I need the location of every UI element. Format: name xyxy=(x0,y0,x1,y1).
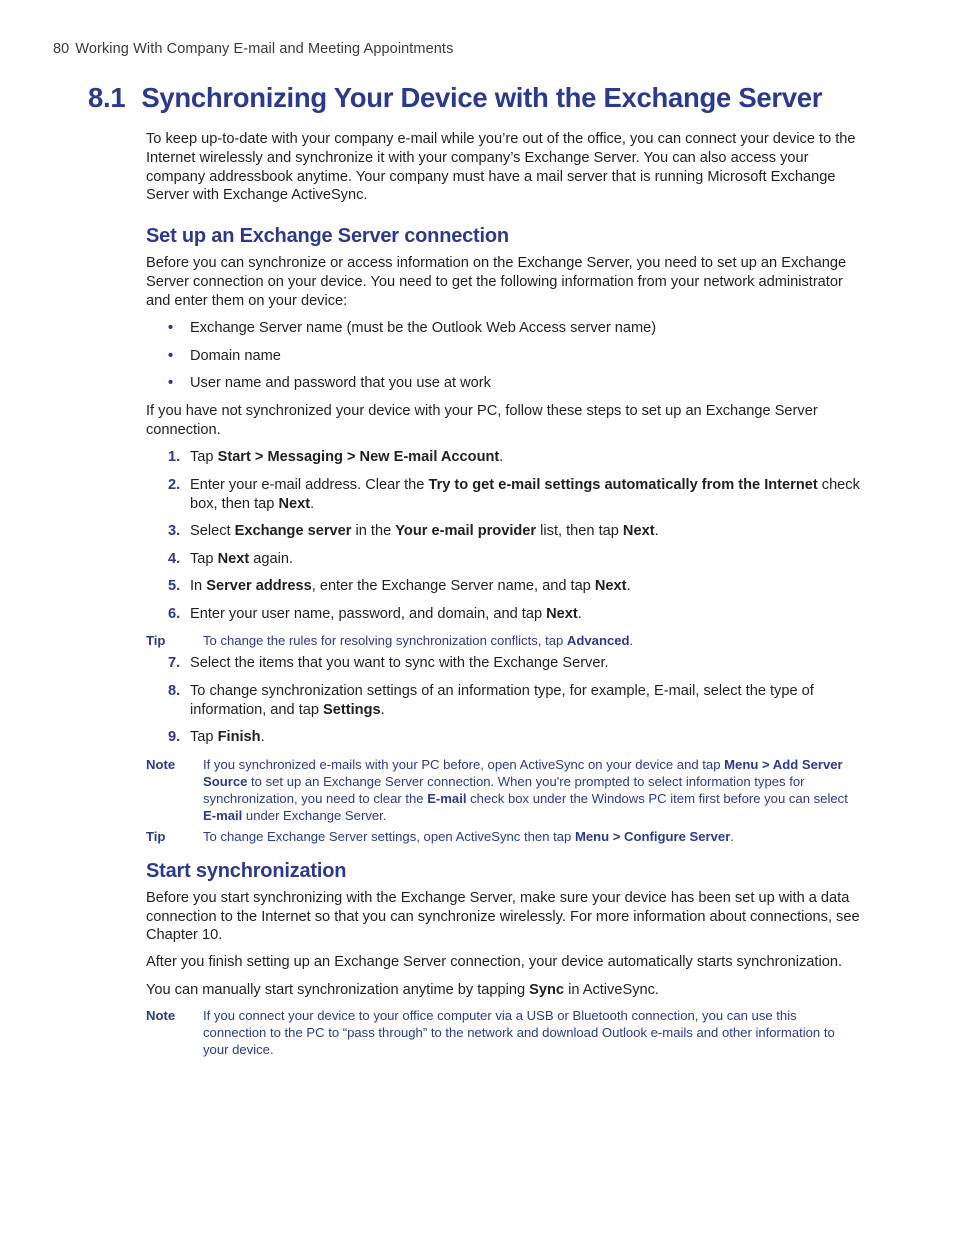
chapter-number: 8.1 xyxy=(88,82,126,113)
note-label: Note xyxy=(146,757,176,772)
step-4: 4. Tap Next again. xyxy=(168,550,294,567)
required-info-list xyxy=(146,319,860,393)
section-heading-start-sync: Start synchronization xyxy=(146,860,347,882)
step-8: 8. To change synchronization settings of an information type, for example, E-mail, select the type of information, and tap Settings. xyxy=(168,682,814,718)
step-9: 9. Tap Finish. xyxy=(168,729,265,746)
chapter-title-text: Synchronizing Your Device with the Exchange Server xyxy=(141,82,823,113)
step-1: 1. Tap Start > Messaging > New E-mail Account. xyxy=(168,449,504,466)
start-paragraph-1: Before you start synchronizing with the Exchange Server, make sure your device has been set up with a data connection to the Internet so that you can synchronize wirelessly. For more information about connections, see Chapter 10. xyxy=(146,889,860,944)
bullet-icon: • xyxy=(168,347,174,364)
bullet-icon: • xyxy=(168,375,174,392)
intro-paragraph: To keep up-to-date with your company e-mail while you’re out of the office, you can connect your device to the Internet wirelessly and synchronize it with your company’s Exchange Server. You can also access your company addressbook anytime. Your company must have a mail server that is running Microsoft Exchange Server with Exchange ActiveSync. xyxy=(146,131,856,204)
running-title: Working With Company E-mail and Meeting Appointments xyxy=(75,41,454,57)
page-number: 80 xyxy=(53,41,70,57)
list-item: • Domain name xyxy=(168,347,281,364)
note-label: Note xyxy=(146,1007,176,1023)
tip-callout-configure-server: Tip To change Exchange Server settings, open ActiveSync then tap Menu > Configure Server. xyxy=(146,829,734,844)
chapter-title xyxy=(88,82,822,114)
step-7: 7. Select the items that you want to sync with the Exchange Server. xyxy=(168,655,609,672)
step-6: 6. Enter your user name, password, and domain, and tap Next. xyxy=(168,605,582,622)
steps-intro-paragraph: If you have not synchronized your device with your PC, follow these steps to set up an Exchange Server connection. xyxy=(146,403,818,438)
list-item: • User name and password that you use at work xyxy=(168,375,491,392)
start-paragraph-2: After you finish setting up an Exchange Server connection, your device automatically starts synchronization. xyxy=(146,954,843,971)
tip-callout-advanced: Tip To change the rules for resolving synchronization conflicts, tap Advanced. xyxy=(146,633,634,649)
setup-steps-list-continued xyxy=(146,654,860,747)
step-2: 2. Enter your e-mail address. Clear the Try to get e-mail settings automatically from the Internet check box, then tap Next. xyxy=(168,476,860,512)
bullet-icon: • xyxy=(168,320,174,337)
setup-steps-list xyxy=(146,448,860,623)
page-body xyxy=(146,130,860,1058)
tip-label: Tip xyxy=(146,633,166,649)
tip-label: Tip xyxy=(146,829,166,844)
running-header xyxy=(53,41,453,57)
note-callout-pass-through: Note If you connect your device to your office computer via a USB or Bluetooth connection, you can use this connection to the PC to “pass through” to the network and download Outlook e-mails and other information to your device. xyxy=(146,1007,835,1057)
start-paragraph-3: You can manually start synchronization anytime by tapping Sync in ActiveSync. xyxy=(146,981,659,998)
setup-paragraph: Before you can synchronize or access information on the Exchange Server, you need to set up an Exchange Server connection on your device. You need to get the following information from your network administrator and enter them on your device: xyxy=(146,254,847,309)
step-3: 3. Select Exchange server in the Your e-mail provider list, then tap Next. xyxy=(168,523,659,540)
list-item: • Exchange Server name (must be the Outlook Web Access server name) xyxy=(168,320,657,337)
section-heading-setup: Set up an Exchange Server connection xyxy=(146,225,509,248)
step-5: 5. In Server address, enter the Exchange Server name, and tap Next. xyxy=(168,578,631,595)
note-callout-server-source: Note If you synchronized e-mails with your PC before, open ActiveSync on your device and tap Menu > Add Server Source to set up an Exchange Server connection. When you're prompted to select information types for synchronization, you need to clear the E-mail check box under the Windows PC item first before you can select E-mail under Exchange Server. xyxy=(146,757,848,823)
